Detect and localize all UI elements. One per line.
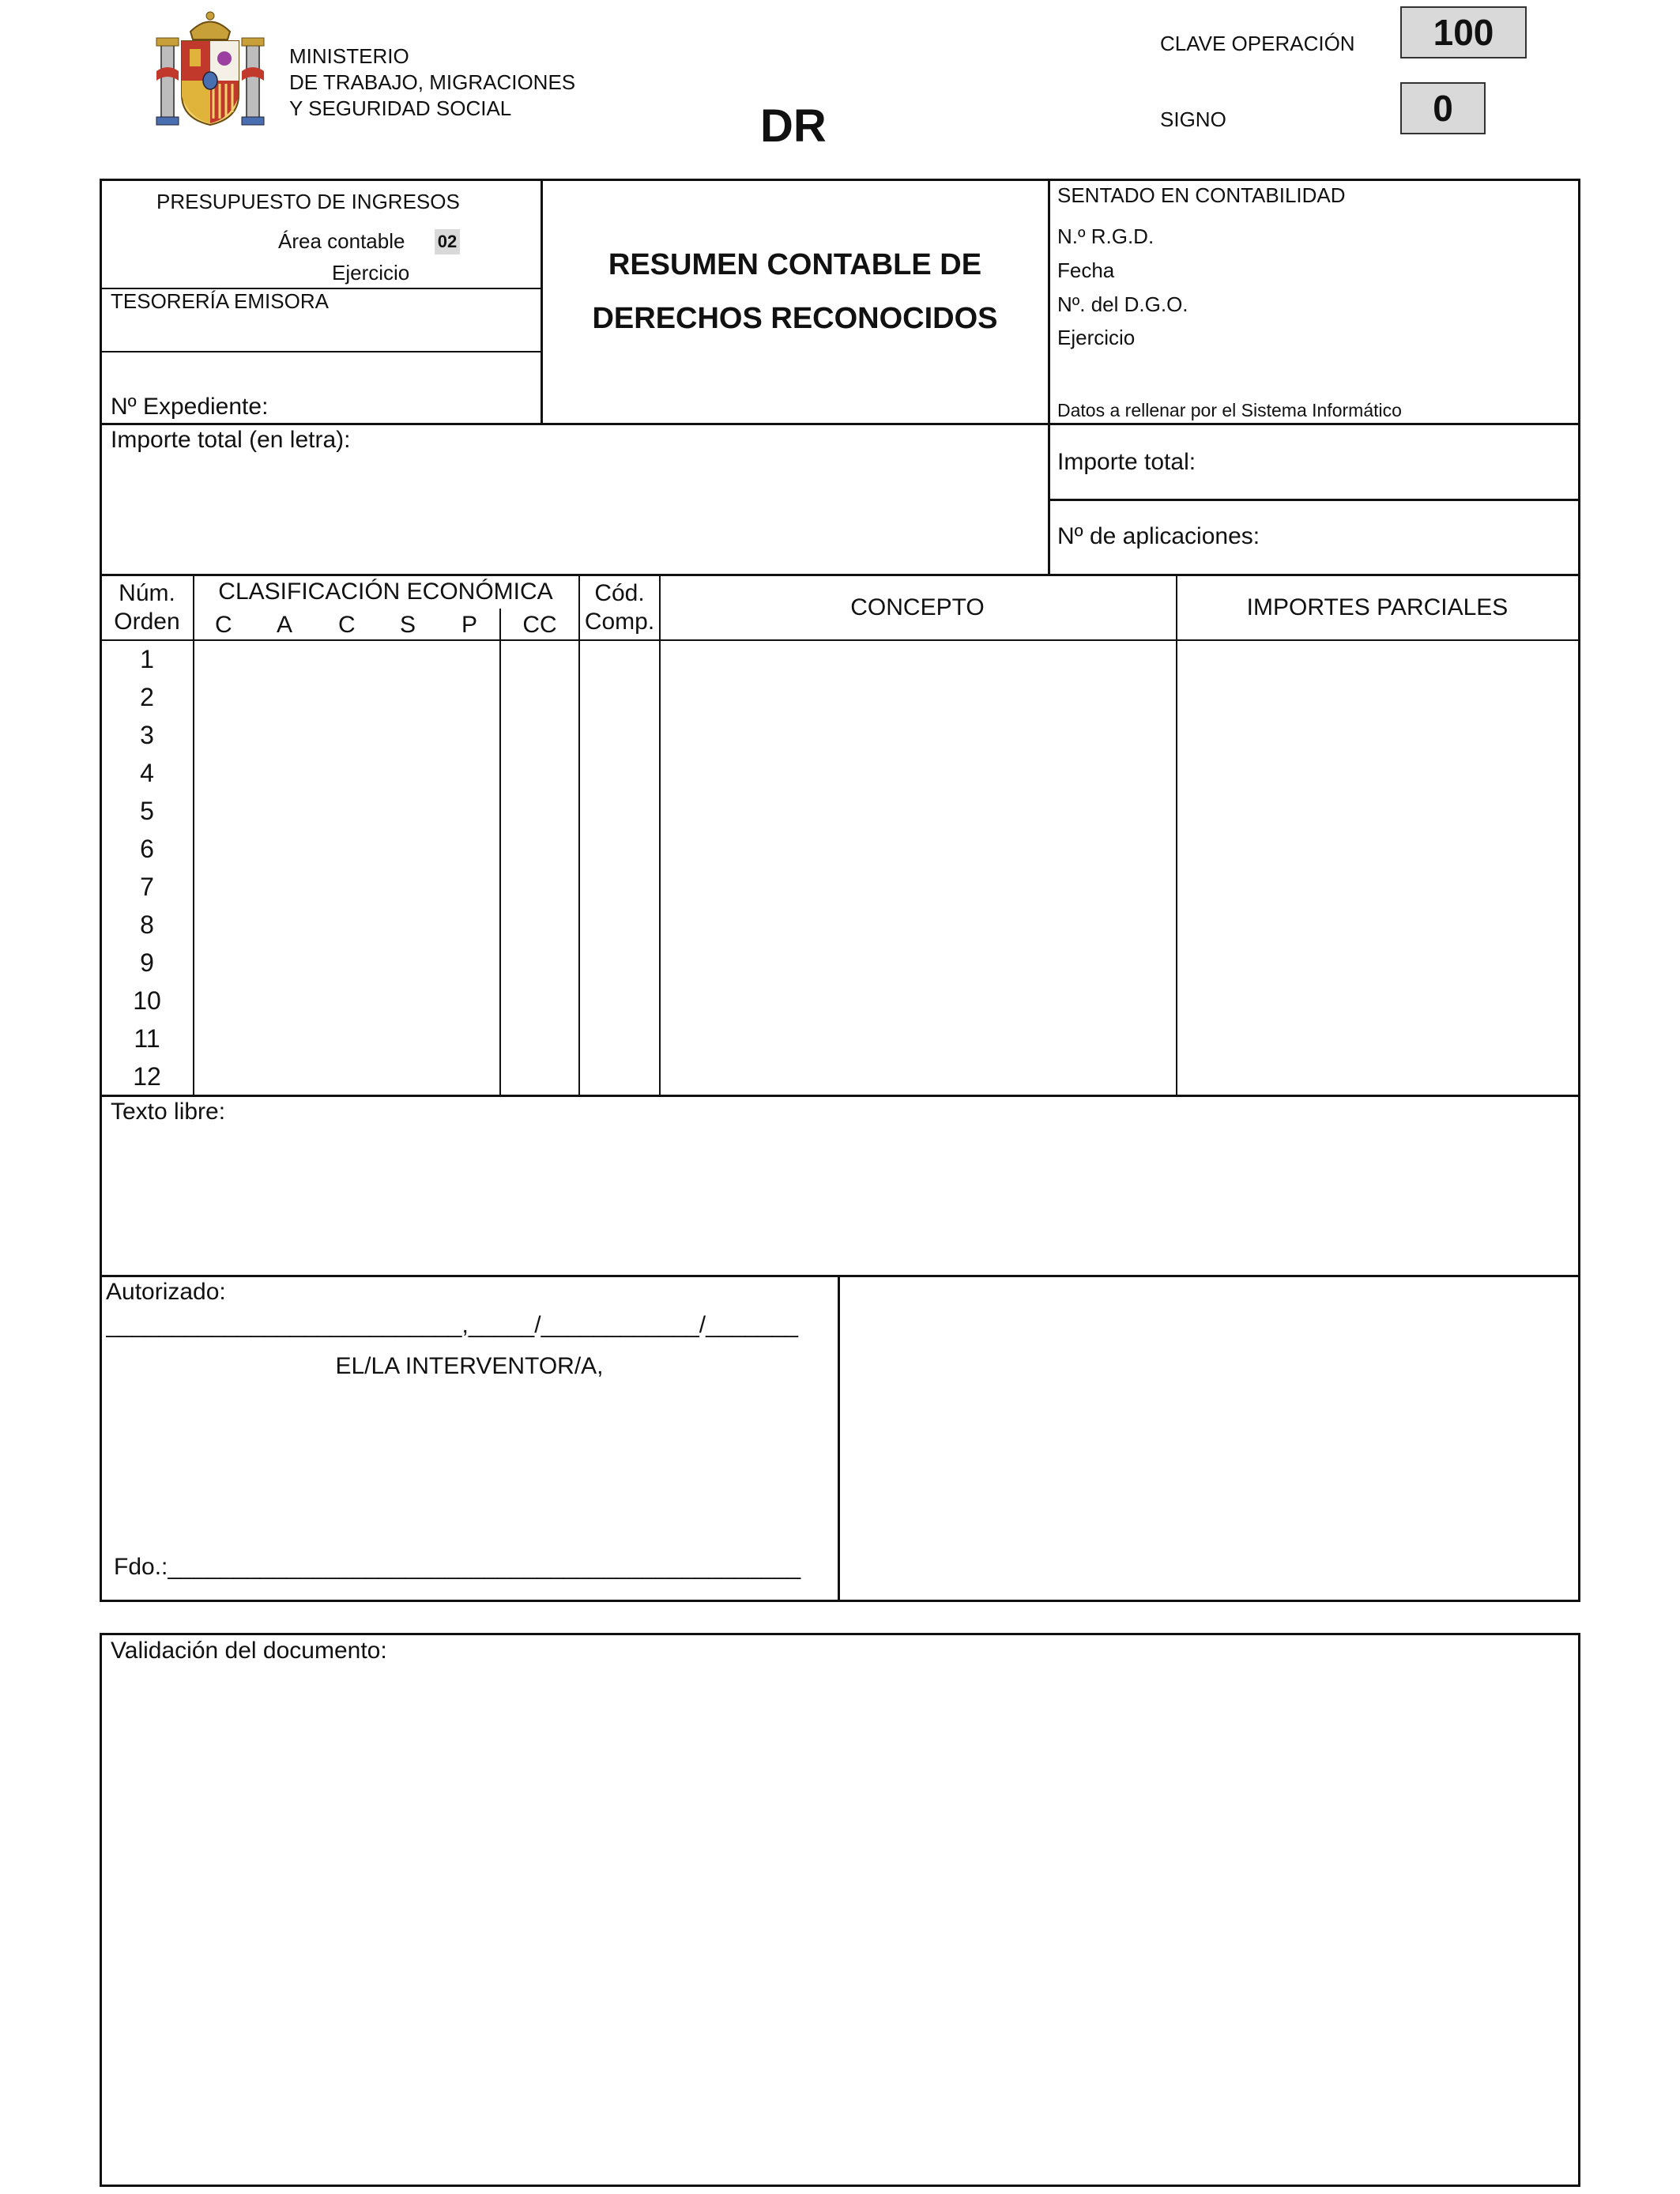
ministry-line-3: Y SEGURIDAD SOCIAL bbox=[289, 96, 512, 120]
ministry-line-2: DE TRABAJO, MIGRACIONES bbox=[289, 70, 576, 94]
row-number: 11 bbox=[134, 1024, 160, 1053]
importe-total-label: Importe total: bbox=[1057, 449, 1196, 475]
clave-operacion-label: CLAVE OPERACIÓN bbox=[1160, 32, 1355, 55]
area-contable-value[interactable]: 02 bbox=[435, 229, 460, 254]
validacion-label: Validación del documento: bbox=[111, 1638, 387, 1664]
row-number: 3 bbox=[140, 721, 154, 749]
sub-col-a: A bbox=[277, 612, 293, 638]
area-contable-label: Área contable bbox=[278, 229, 405, 253]
validacion-frame bbox=[100, 1633, 1580, 2187]
concepto-header: CONCEPTO bbox=[850, 594, 985, 620]
contabilidad-title: SENTADO EN CONTABILIDAD bbox=[1057, 183, 1346, 207]
row-number: 9 bbox=[140, 948, 154, 977]
firma-line[interactable]: Fdo.:________________________________________________ bbox=[114, 1554, 801, 1580]
ejercicio-label: Ejercicio bbox=[332, 261, 410, 285]
presupuesto-title: PRESUPUESTO DE INGRESOS bbox=[156, 190, 460, 213]
num-orden-header-2: Orden bbox=[114, 609, 180, 635]
sub-col-c1: C bbox=[215, 612, 232, 638]
row-number: 10 bbox=[133, 986, 161, 1015]
row-number: 1 bbox=[140, 645, 154, 673]
clave-operacion-value[interactable]: 100 bbox=[1400, 6, 1527, 58]
row-number: 5 bbox=[140, 797, 154, 825]
main-title-line-1: RESUMEN CONTABLE DE bbox=[608, 248, 982, 281]
row-number: 6 bbox=[140, 835, 154, 863]
fecha-label: Fecha bbox=[1057, 258, 1115, 282]
main-title-line-2: DERECHOS RECONOCIDOS bbox=[592, 302, 998, 335]
row-number: 7 bbox=[140, 873, 154, 901]
sistema-note: Datos a rellenar por el Sistema Informático bbox=[1057, 400, 1402, 420]
sub-col-s: S bbox=[400, 612, 416, 638]
row-number: 12 bbox=[133, 1062, 161, 1091]
importe-letra-label: Importe total (en letra): bbox=[111, 427, 351, 453]
sub-col-c2: C bbox=[338, 612, 356, 638]
clasificacion-header: CLASIFICACIÓN ECONÓMICA bbox=[218, 579, 553, 605]
coat-of-arms-icon bbox=[155, 8, 266, 128]
signo-value[interactable]: 0 bbox=[1400, 82, 1486, 134]
ministry-line-1: MINISTERIO bbox=[289, 44, 409, 68]
signo-label: SIGNO bbox=[1160, 107, 1226, 131]
autorizado-label: Autorizado: bbox=[106, 1279, 226, 1305]
contabilidad-ejercicio-label: Ejercicio bbox=[1057, 326, 1136, 349]
cod-comp-header-2: Comp. bbox=[584, 609, 655, 635]
row-number: 8 bbox=[140, 910, 154, 939]
dgo-label: Nº. del D.G.O. bbox=[1057, 292, 1188, 316]
expediente-label: Nº Expediente: bbox=[111, 394, 269, 420]
num-orden-header-1: Núm. bbox=[119, 580, 175, 606]
importes-parciales-header: IMPORTES PARCIALES bbox=[1246, 594, 1509, 620]
aplicaciones-label: Nº de aplicaciones: bbox=[1057, 523, 1260, 549]
autorizado-date-line[interactable]: ___________________________,_____/____________/_______ bbox=[106, 1312, 798, 1338]
sub-col-cc: CC bbox=[522, 612, 557, 638]
tesoreria-emisora-label: TESORERÍA EMISORA bbox=[111, 289, 329, 313]
rgd-label: N.º R.G.D. bbox=[1057, 224, 1155, 248]
cod-comp-header-1: Cód. bbox=[594, 580, 645, 606]
sub-col-p: P bbox=[461, 612, 478, 638]
row-number: 4 bbox=[140, 759, 154, 787]
main-form-frame bbox=[100, 179, 1580, 1602]
texto-libre-label: Texto libre: bbox=[111, 1099, 226, 1125]
document-code: DR bbox=[760, 100, 827, 152]
row-number: 2 bbox=[140, 683, 154, 711]
interventor-label: EL/LA INTERVENTOR/A, bbox=[335, 1353, 604, 1379]
